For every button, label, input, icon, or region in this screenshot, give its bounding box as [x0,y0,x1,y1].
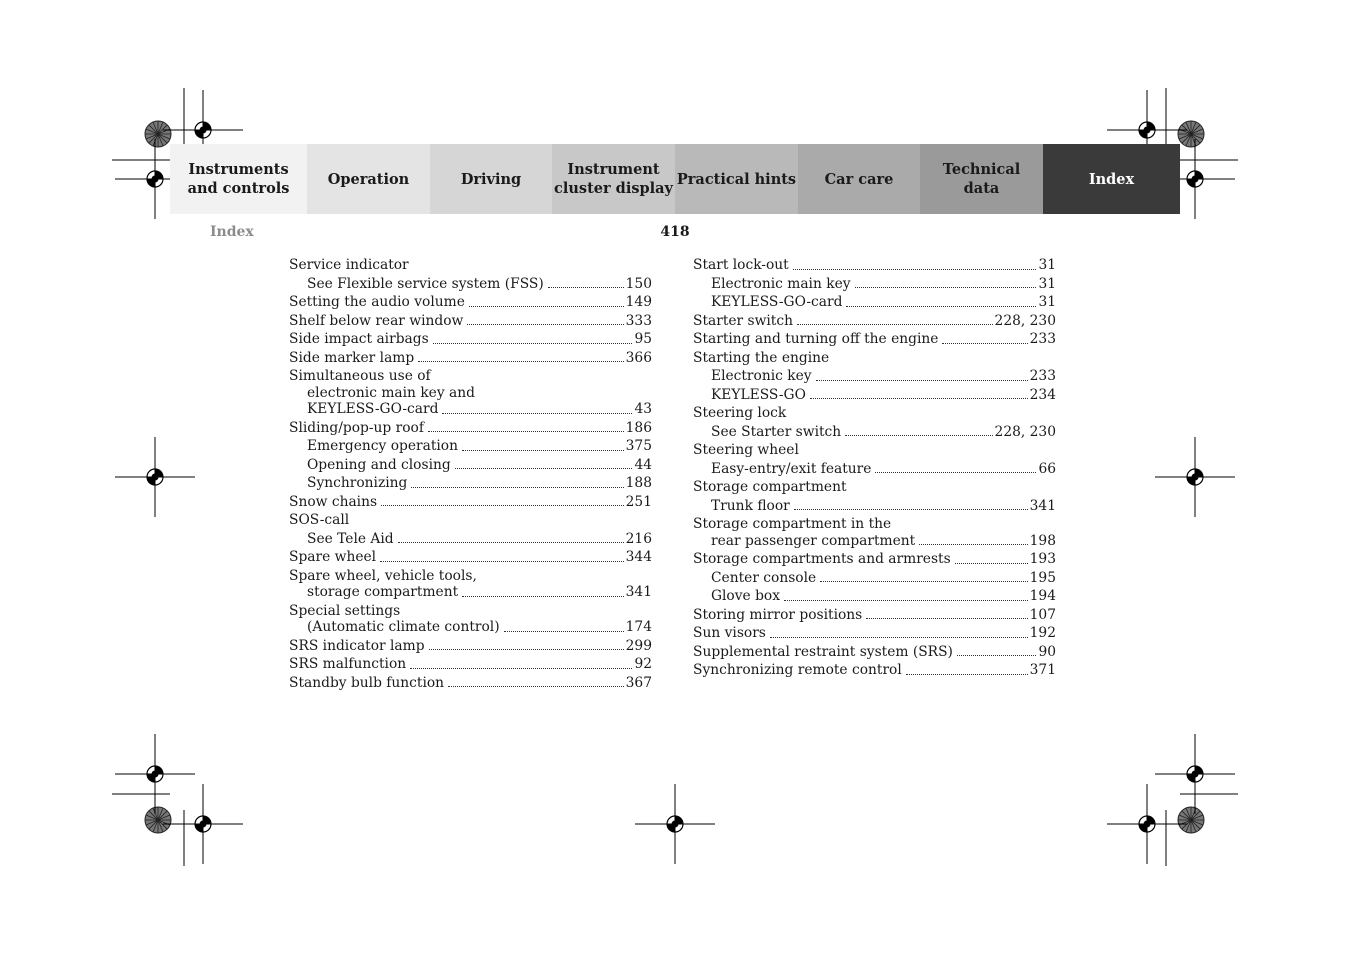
dot-leader [784,600,1028,601]
page-reference: 31 [1038,294,1056,310]
index-term: Spare wheel [289,549,377,565]
page-reference: 371 [1029,662,1056,678]
index-entry [289,331,652,350]
dot-leader [794,509,1028,510]
index-entry [289,512,652,531]
dot-leader [957,655,1037,656]
tab-index[interactable]: Index [1043,144,1180,214]
dot-leader [504,631,624,632]
page-reference: 192 [1029,625,1056,641]
index-entry [289,475,652,494]
index-term: Spare wheel, vehicle tools, [289,567,477,584]
index-entry [693,387,1056,406]
index-entry [693,368,1056,387]
index-term: Sun visors [693,625,766,641]
page-reference: 188 [625,475,652,491]
page-reference: 186 [625,419,652,436]
index-term: Synchronizing [307,475,408,491]
index-term: Center console [711,569,817,586]
index-term: Setting the audio volume [289,294,465,310]
dot-leader [955,563,1028,564]
index-term: (Automatic climate control) [307,619,500,635]
index-term: Side impact airbags [289,331,429,347]
page-reference: 174 [625,619,652,635]
index-entry [289,294,652,313]
index-entry [693,294,1056,313]
dot-leader [380,561,624,562]
page-reference: 234 [1029,386,1056,403]
index-term: Emergency operation [307,438,458,454]
index-entry [289,313,652,332]
dot-leader [866,618,1027,619]
index-entry [693,607,1056,626]
page-reference: 228, 230 [994,312,1056,329]
index-term: Steering wheel [693,442,799,458]
page-reference: 195 [1029,569,1056,586]
index-term: Electronic main key [711,275,851,292]
dot-leader [467,324,623,325]
page-reference: 341 [1029,497,1056,514]
index-term: SRS malfunction [289,656,407,672]
page-reference: 228, 230 [994,423,1056,440]
dot-leader [846,306,1036,307]
dot-leader [942,343,1027,344]
index-term: electronic main key and [307,384,475,401]
index-term: Storage compartment [693,479,847,495]
index-term: Easy-entry/exit feature [711,460,872,477]
index-column-right [693,257,1056,681]
dot-leader [448,686,624,687]
dot-leader [810,398,1028,399]
index-entry [289,276,652,295]
index-term: rear passenger compartment [711,532,916,549]
tab-driving[interactable]: Driving [430,144,552,214]
page-reference: 233 [1029,331,1056,347]
index-entry [289,494,652,513]
index-entry [693,516,1056,551]
index-entry [693,588,1056,607]
index-term: Side marker lamp [289,349,415,366]
page-reference: 367 [625,674,652,691]
index-entry [693,276,1056,295]
index-term: SRS indicator lamp [289,637,425,654]
dot-leader [875,472,1036,473]
page-reference: 366 [625,349,652,366]
dot-leader [433,343,633,344]
page-reference: 194 [1029,588,1056,604]
index-entry [289,675,652,694]
index-term: Starting and turning off the engine [693,331,939,347]
dot-leader [548,287,624,288]
page-reference: 31 [1038,257,1056,273]
page-reference: 149 [625,294,652,310]
index-entry [693,350,1056,369]
dot-leader [919,544,1027,545]
index-entry [693,644,1056,663]
page-reference: 216 [625,530,652,547]
page-reference: 193 [1029,551,1056,567]
dot-leader [410,668,632,669]
index-term: Service indicator [289,257,409,273]
dot-leader [855,287,1037,288]
dot-leader [797,324,993,325]
dot-leader [455,468,633,469]
index-term: SOS-call [289,512,350,528]
index-term: Storage compartment in the [693,516,892,532]
page-reference: 31 [1038,275,1056,292]
index-entry [289,257,652,276]
tab-technical-data[interactable]: Technical data [920,144,1043,214]
dot-leader [845,435,992,436]
index-column-left [289,257,652,693]
page-reference: 375 [625,438,652,454]
index-term: Sliding/pop-up roof [289,419,424,436]
index-entry [289,438,652,457]
index-term: Shelf below rear window [289,312,464,329]
index-entry [693,405,1056,424]
index-entry [693,498,1056,517]
dot-leader [906,674,1028,675]
index-entry [693,442,1056,461]
index-entry [289,420,652,439]
dot-leader [411,487,623,488]
page-reference: 344 [625,549,652,565]
index-term: KEYLESS-GO-card [307,401,439,417]
index-term: Special settings [289,602,401,619]
page-reference: 44 [634,456,652,473]
index-term: Opening and closing [307,456,451,473]
index-term: Trunk floor [711,497,790,514]
dot-leader [462,596,624,597]
index-entry [693,570,1056,589]
page-reference: 233 [1029,368,1056,384]
dot-leader [398,542,624,543]
index-term: See Starter switch [711,423,842,440]
index-term: See Flexible service system (FSS) [307,275,544,292]
tab-instruments-and-controls[interactable]: Instruments and controls [170,144,307,214]
index-term: Glove box [711,588,781,604]
page-reference: 92 [634,656,652,672]
dot-leader [429,649,624,650]
page-reference: 198 [1029,532,1056,549]
index-term: Starter switch [693,312,793,329]
index-entry [289,457,652,476]
page-number: 418 [660,224,690,240]
page-reference: 333 [625,312,652,329]
page-reference: 107 [1029,606,1056,623]
index-entry [693,479,1056,498]
index-term: See Tele Aid [307,530,394,547]
index-entry [693,257,1056,276]
page-reference: 90 [1038,643,1056,660]
index-term: Synchronizing remote control [693,662,902,678]
page-reference: 150 [625,275,652,292]
index-term: Steering lock [693,405,787,421]
index-entry [289,368,652,420]
tab-operation[interactable]: Operation [307,144,430,214]
dot-leader [462,450,624,451]
page-reference: 66 [1038,460,1056,477]
index-entry [693,461,1056,480]
index-term: storage compartment [307,584,459,600]
index-entry [289,531,652,550]
index-entry [289,603,652,638]
page-reference: 43 [634,401,652,417]
index-term: KEYLESS-GO-card [711,294,843,310]
dot-leader [418,361,623,362]
dot-leader [770,637,1028,638]
index-entry [693,551,1056,570]
index-entry [693,662,1056,681]
index-entry [289,638,652,657]
index-term: Electronic key [711,368,812,384]
index-term: Snow chains [289,493,378,510]
page-reference: 341 [625,584,652,600]
tab-instrument-cluster-display[interactable]: Instrument cluster display [552,144,675,214]
dot-leader [469,306,624,307]
dot-leader [442,413,632,414]
dot-leader [820,581,1027,582]
dot-leader [816,380,1028,381]
index-entry [693,313,1056,332]
index-entry [693,331,1056,350]
index-term: Storing mirror positions [693,606,863,623]
index-term: KEYLESS-GO [711,386,806,403]
page-reference: 251 [625,493,652,510]
section-label: Index [210,224,254,240]
tab-practical-hints[interactable]: Practical hints [675,144,798,214]
index-term: Supplemental restraint system (SRS) [693,643,953,660]
index-entry [693,424,1056,443]
dot-leader [428,431,624,432]
index-term: Standby bulb function [289,674,445,691]
dot-leader [793,269,1037,270]
index-term: Start lock-out [693,257,789,273]
page-reference: 95 [634,331,652,347]
index-entry [289,350,652,369]
page-reference: 299 [625,637,652,654]
dot-leader [381,505,624,506]
tab-car-care[interactable]: Car care [798,144,920,214]
index-entry [693,625,1056,644]
section-tabs [170,144,1180,214]
index-term: Starting the engine [693,349,830,366]
index-entry [289,568,652,603]
index-entry [289,656,652,675]
index-term: Simultaneous use of [289,368,431,384]
index-term: Storage compartments and armrests [693,551,951,567]
index-entry [289,549,652,568]
